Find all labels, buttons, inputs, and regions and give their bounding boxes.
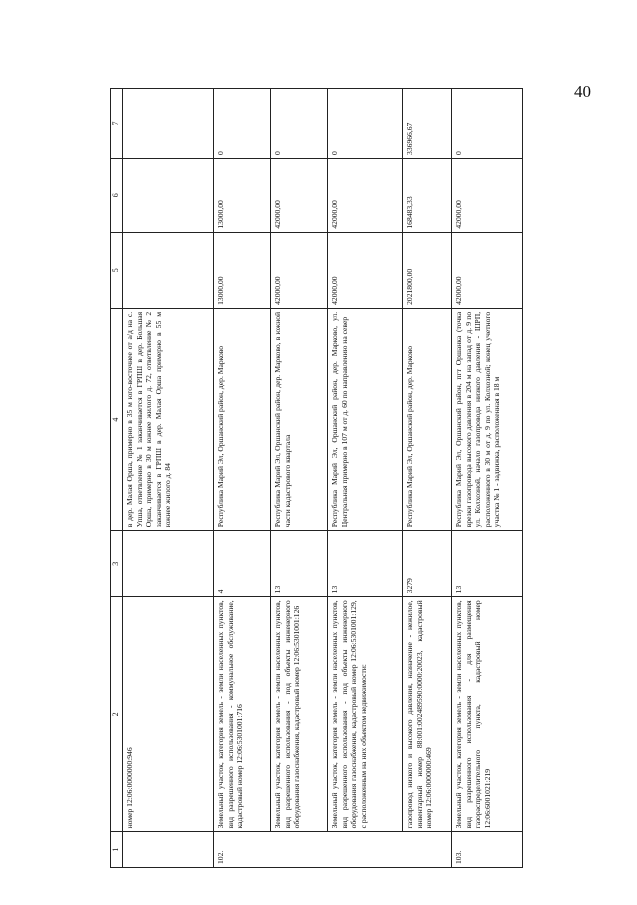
object-area <box>123 232 214 308</box>
value-col7 <box>123 89 214 159</box>
row-number <box>328 832 403 868</box>
property-table <box>110 88 523 868</box>
row-number: 103. <box>452 832 523 868</box>
object-area: 13000,00 <box>214 232 271 308</box>
rotated-table-wrapper <box>110 88 620 868</box>
value-col6: 42000,00 <box>452 158 523 232</box>
object-location: Республика Марий Эл, Оршанский район, дер. Марково, ул. Центральная примерно в 107 м от д. 60 по направлению на север <box>328 308 403 530</box>
header-cell: 2 <box>111 597 123 832</box>
object-location: Республика Марий Эл, Оршанский район, дер. Марково <box>403 308 452 530</box>
row-number <box>271 832 328 868</box>
row-number <box>403 832 452 868</box>
value-col7: 0 <box>271 89 328 159</box>
value-col6: 42000,00 <box>328 158 403 232</box>
table-row <box>403 89 452 868</box>
object-area: 42000,00 <box>271 232 328 308</box>
value-col6: 168483,33 <box>403 158 452 232</box>
object-area: 42000,00 <box>328 232 403 308</box>
object-description: Земельный участок, категория земель - земли населенных пунктов, вид разрешенного использования - под объекты инженерного оборудования газоснабжения, кадастровый номер 12:06:5301001:129, с расположенным на них объектом недвижимости: <box>328 597 403 832</box>
object-location: Республика Марий Эл, Оршанский район, дер. Марково, в южной части кадастрового квартала <box>271 308 328 530</box>
object-description: газопровод низкого и высокого давления, назначение - нежилое, инвентарный номер 88:001:002489590:0000:20023, кадастровый номер 12:06:0000000:469 <box>403 597 452 832</box>
object-description: Земельный участок, категория земель - земли населенных пунктов, вид разрешенного использования - коммунальное обслуживание, кадастровый номер 12:06:5301001:716 <box>214 597 271 832</box>
header-cell: 4 <box>111 308 123 530</box>
object-code: 4 <box>214 531 271 597</box>
table-row <box>214 89 271 868</box>
object-code: 3279 <box>403 531 452 597</box>
header-cell: 5 <box>111 232 123 308</box>
header-cell: 6 <box>111 158 123 232</box>
header-cell: 1 <box>111 832 123 868</box>
table-row <box>328 89 403 868</box>
value-col7: 0 <box>328 89 403 159</box>
object-location: в дер. Малая Орша, примерно в 35 м юго-восточнее от а/д на с. Упша, ответвление № 1 заканчивается в ГРПШ в дер. Большая Орша, примерно в 30 м южнее жилого д. 72, ответвление № 2 заканчивается в ГРПШ в дер. Малая Орша примерно в 55 м южнее жилого д. 84 <box>123 308 214 530</box>
header-cell: 3 <box>111 531 123 597</box>
object-description: Земельный участок, категория земель - земли населенных пунктов, вид разрешенного использования - под объекты инженерного оборудования газоснабжения, кадастровый номер 12:06:5301001:126 <box>271 597 328 832</box>
object-area: 42000,00 <box>452 232 523 308</box>
object-location: Республика Марий Эл, Оршанский район, пгт Оршанка (точка врезки газопровода высокого давления в 204 м на запад от д. 9 по ул. Колхозной, начало газопровода низкого давления - ШРП, расположенного в 30 м от д. 9 по ул. Колхозной; конец учетного участка № 1 - задвижка, расположенная в 18 м <box>452 308 523 530</box>
value-col7: 0 <box>214 89 271 159</box>
header-cell: 7 <box>111 89 123 159</box>
object-area: 2021800,00 <box>403 232 452 308</box>
object-code: 13 <box>271 531 328 597</box>
header-row <box>111 89 123 868</box>
object-description: номер 12:06:0000000:946 <box>123 597 214 832</box>
value-col6: 13000,00 <box>214 158 271 232</box>
page-number: 40 <box>574 82 591 101</box>
value-col6 <box>123 158 214 232</box>
table-row <box>271 89 328 868</box>
table-row <box>452 89 523 868</box>
object-code: 13 <box>328 531 403 597</box>
object-code: 13 <box>452 531 523 597</box>
row-number <box>123 832 214 868</box>
value-col7: 0 <box>452 89 523 159</box>
object-code <box>123 531 214 597</box>
object-location: Республика Марий Эл, Оршанский район, дер. Марково <box>214 308 271 530</box>
row-number: 102. <box>214 832 271 868</box>
table-row <box>123 89 214 868</box>
value-col6: 42000,00 <box>271 158 328 232</box>
value-col7: 336966,67 <box>403 89 452 159</box>
object-description: Земельный участок, категория земель - земли населенных пунктов, вид разрешенного использования - для размещения газораспределительного пункта, кадастровый номер 12:06:6001021:219 <box>452 597 523 832</box>
